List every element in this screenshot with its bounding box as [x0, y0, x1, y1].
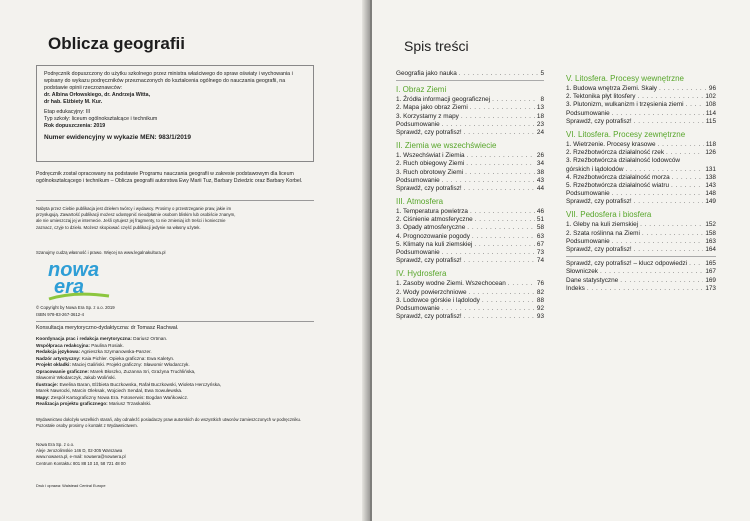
credit-line: Redakcja językowa: Agnieszka Szymanowska-Panzer. [36, 349, 152, 355]
toc-entry [566, 285, 716, 293]
education-stage: Etap edukacyjny: III [44, 109, 91, 115]
credit-role: Realizacja projektu graficznego: [36, 401, 108, 407]
toc-entry [566, 93, 716, 101]
toc-column-1 [396, 70, 544, 321]
reviewers-line-1: dr. Albina Orłowskiego, dr. Andrzeja Witta, [44, 92, 151, 98]
toc-entry-title: 3. Opady atmosferyczne [396, 224, 466, 232]
toc-leader-dots [472, 233, 535, 241]
toc-entry [396, 185, 544, 193]
toc-leader-dots [612, 238, 704, 246]
toc-page-number: 88 [536, 296, 544, 304]
publisher-address [36, 442, 316, 467]
toc-entry [566, 174, 716, 182]
toc-entry [396, 313, 544, 321]
toc-entry [396, 249, 544, 257]
toc-page-number: 23 [536, 120, 544, 128]
approval-year: Rok dopuszczenia: 2019 [44, 123, 106, 129]
toc-page-number: 148 [705, 190, 716, 198]
toc-entry [566, 230, 716, 238]
toc-leader-dots [620, 277, 703, 285]
toc-entry-title: 2. Szata roślinna na Ziemi [566, 229, 640, 237]
toc-page-number: 92 [536, 304, 544, 312]
book-title: Oblicza geografii [48, 34, 185, 53]
toc-entry [396, 152, 544, 160]
toc-entry-title: Sprawdź, czy potrafisz! [396, 257, 462, 265]
toc-leader-dots [689, 260, 703, 268]
toc-entry-title: Podsumowanie [396, 120, 440, 128]
toc-entry-title: 1. Gleby na kuli ziemskiej [566, 221, 639, 229]
toc-page-number: 73 [536, 249, 544, 256]
credits-block [36, 336, 318, 408]
credit-role: Nadzór artystyczny: [36, 355, 81, 361]
toc-page-number: 138 [705, 173, 716, 181]
toc-leader-dots [470, 104, 535, 112]
toc-section-heading: V. Litosfera. Procesy wewnętrzne [566, 74, 684, 83]
toc-entry [396, 96, 544, 104]
toc-entry-title: 1. Wietrzenie. Procesy krasowe [566, 140, 656, 148]
toc-leader-dots [638, 93, 704, 101]
toc-section-heading: IV. Hydrosfera [396, 269, 447, 279]
credit-line: Realizacja projektu graficznego: Mariusz Trzaskalski. [36, 401, 152, 407]
toc-entry [396, 297, 544, 305]
toc-page-number: 63 [536, 232, 544, 240]
toc-entry [396, 289, 544, 297]
toc-page-number: 8 [540, 96, 544, 104]
divider [36, 321, 314, 322]
toc-page-number: 114 [705, 109, 716, 117]
toc-leader-dots [600, 268, 703, 276]
copyright: © Copyright by Nowa Era Sp. z o.o. 2019 [36, 305, 115, 310]
toc-entry [566, 118, 716, 126]
toc-page-number: 46 [536, 208, 544, 216]
toc-section-heading: II. Ziemia we wszechświecie [396, 141, 497, 151]
toc-entry-title: Podsumowanie [396, 249, 440, 256]
toc-entry-title: Podsumowanie [566, 190, 610, 198]
toc-entry-title: 1. Temperatura powietrza [396, 208, 468, 216]
toc-entry [566, 238, 716, 246]
toc-section-heading: I. Obraz Ziemi [396, 85, 447, 95]
toc-page-number: 51 [536, 216, 544, 224]
toc-leader-dots [464, 129, 535, 137]
credit-line: Projekt okładki: Maciej Galiński. Projekt graficzny: Sławomir Włodarczyk. [36, 362, 190, 368]
toc-entry-title: 5. Rzeźbotwórcza działalność wiatru [566, 181, 670, 189]
toc-page-number: 44 [536, 184, 544, 192]
toc-entry [566, 166, 716, 174]
right-page [372, 0, 750, 521]
toc-entry-title: Słowniczek [566, 268, 598, 276]
toc-section-heading: III. Atmosfera [396, 197, 444, 207]
toc-entry [396, 233, 544, 241]
toc-entry-title: Sprawdź, czy potrafisz! [396, 313, 462, 321]
credit-line: Mapy: Zespół Kartograficzny Nowa Era. Fotoserwis: Bogdan Wańkowicz. [36, 394, 189, 400]
toc-entry [396, 169, 544, 177]
toc-entry-title: 1. Zasoby wodne Ziemi. Wszechocean [396, 280, 506, 288]
toc-leader-dots [466, 160, 535, 168]
toc-page-number: 38 [536, 168, 544, 176]
credit-line: Współpraca redakcyjna: Paulina Rosiak. [36, 342, 124, 348]
toc-leader-dots [642, 230, 703, 238]
toc-leader-dots [666, 149, 703, 157]
toc-entry [566, 101, 716, 109]
toc-page-number: 18 [536, 112, 544, 120]
toc-page-number: 167 [705, 268, 716, 276]
toc-entry-title: Sprawdź, czy potrafisz! [566, 198, 632, 206]
toc-entry-title: 3. Korzystamy z mapy [396, 112, 459, 120]
toc-leader-dots [634, 198, 704, 206]
approval-box [36, 65, 314, 162]
toc-entry-title: 2. Mapa jako obraz Ziemi [396, 104, 468, 112]
toc-page-number: 164 [705, 246, 716, 253]
toc-leader-dots [442, 249, 535, 257]
toc-entry [566, 268, 716, 276]
toc-entry [566, 277, 716, 285]
toc-leader-dots [626, 166, 704, 174]
toc-entry-title: górskich i lądolodów [566, 165, 624, 173]
toc-page-number: 118 [705, 140, 716, 148]
toc-page-number: 93 [536, 313, 544, 321]
toc-page-number: 34 [536, 160, 544, 168]
toc-leader-dots [474, 241, 535, 249]
toc-leader-dots [465, 169, 535, 177]
toc-entry-title: Sprawdź, czy potrafisz! [396, 184, 462, 192]
toc-page-number: 173 [705, 284, 716, 292]
toc-page-number: 163 [705, 237, 716, 245]
toc-entry [396, 216, 544, 224]
toc-entry [396, 208, 544, 216]
toc-entry [566, 198, 716, 206]
toc-leader-dots [464, 313, 535, 321]
credit-line: Marek Nawrocki, Marcin Oleksak, Wojciech Sendal, Ewa Sowulewska. [36, 388, 183, 394]
toc-entry [396, 113, 544, 121]
toc-page-number: 165 [705, 260, 716, 268]
logo-line-1: nowa [48, 259, 100, 281]
toc-leader-dots [659, 85, 707, 93]
credit-role: Koordynacja prac i redakcja merytoryczna: [36, 336, 132, 341]
toc-separator [396, 80, 544, 81]
toc-page-number: 102 [705, 93, 716, 101]
toc-page-number: 43 [536, 176, 544, 184]
toc-entry [396, 257, 544, 265]
toc-leader-dots [686, 101, 704, 109]
toc-column-2 [566, 70, 716, 293]
toc-entry-title: Sprawdź, czy potrafisz! – klucz odpowiedzi [566, 260, 688, 268]
toc-page-number: 5 [540, 70, 544, 77]
toc-entry-title: 1. Budowa wnętrza Ziemi. Skały [566, 85, 657, 92]
credit-line: Ilustracje: Ewelina Baran, Elżbieta Buczkowska, Rafał Buczkowski, Wioleta Herczyńska, [36, 381, 221, 387]
legal-culture-note: Szanujmy cudzą własność i prawo. Więcej na www.legalnakultura.pl [36, 250, 166, 255]
approval-text: Podręcznik dopuszczony do użytku szkolnego przez ministra właściwego do spraw oświaty i wychowania i wpisany do wykazu podręczników przeznaczonych do kształcenia ogólnego do nauczania geografii, na podstawie opinii rzeczoznawców: [44, 71, 293, 91]
toc-page-number: 82 [536, 288, 544, 296]
toc-page-number: 13 [536, 104, 544, 112]
toc-entry-title: Podsumowanie [396, 176, 440, 184]
toc-entry [396, 121, 544, 129]
toc-entry-title: Podsumowanie [566, 109, 610, 117]
address-line: Nowa Era Sp. z o.o. [36, 442, 75, 447]
nowa-era-logo [48, 259, 100, 298]
toc-page-number: 26 [536, 152, 544, 160]
program-note: Podręcznik został opracowany na podstawie Programu nauczania geografii w zakresie podstawowym dla liceum ogólnokształcącego i technikum – Oblicza geografii autorstwa Ewy Marii Tuz, Barbary Dziedzic oraz Barbary Korbel. [36, 171, 303, 184]
toc-entry [566, 246, 716, 254]
toc-leader-dots [442, 177, 535, 185]
toc-leader-dots [459, 70, 539, 78]
toc-entry [566, 110, 716, 118]
toc-section-heading: VI. Litosfera. Procesy zewnętrzne [566, 129, 686, 139]
toc-entry-title: 5. Klimaty na kuli ziemskiej [396, 240, 473, 248]
toc-entry [396, 70, 544, 78]
toc-leader-dots [464, 257, 535, 265]
toc-entry [396, 305, 544, 313]
toc-entry-title: 2. Ruch obiegowy Ziemi [396, 160, 465, 168]
toc-entry-title: Indeks [566, 284, 585, 292]
toc-leader-dots [469, 289, 535, 297]
toc-page-number: 158 [705, 229, 716, 237]
toc-leader-dots [612, 110, 704, 118]
toc-entry [396, 160, 544, 168]
toc-entry [396, 280, 544, 288]
toc-entry [566, 141, 716, 149]
credit-line: Nadzór artystyczny: Kaia Pichler. Opieka graficzna: Ewa Kaletyn. [36, 355, 175, 361]
toc-entry-title: 3. Lodowce górskie i lądolody [396, 296, 480, 304]
reviewers-line-2: dr hab. Elżbiety M. Kur. [44, 99, 103, 105]
toc-entry-title: 2. Wody powierzchniowe [396, 288, 467, 296]
toc-entry [396, 129, 544, 137]
toc-section-heading: VII. Pedosfera i biosfera [566, 210, 652, 220]
logo-swoosh-icon [48, 292, 110, 301]
toc-leader-dots [461, 113, 535, 121]
toc-entry-title: Sprawdź, czy potrafisz! [396, 128, 462, 136]
toc-separator [566, 256, 716, 257]
toc-leader-dots [658, 141, 704, 149]
legal-note: Nabyta przez Ciebie publikacja jest dziełem twórcy i wydawcy. Prosimy o przestrzeganie praw, jakie im przysługują. Zawartość publikacji możesz udostępnić nieodpłatnie osobom bliskim lub osobiście znanym, ale nie umieszczaj jej w internecie. Jeśli cytujesz jej fragmenty, to nie zmieniaj ich treści i koniecznie zaznacz, czyje to dzieło. Możesz skopiować część publikacji jedynie na własny użytek. [36, 206, 236, 230]
toc-entry-title: 2. Ciśnienie atmosferyczne [396, 216, 473, 224]
toc-leader-dots [467, 152, 535, 160]
toc-entry-title: 3. Ruch obrotowy Ziemi [396, 168, 464, 176]
toc-page-number: 58 [536, 224, 544, 232]
toc-leader-dots [671, 182, 703, 190]
toc-leader-dots [612, 190, 704, 198]
consultation: Konsultacja merytoryczno-dydaktyczna: dr Tomasz Rachwał. [36, 325, 179, 331]
toc-entry [396, 241, 544, 249]
toc-page-number: 108 [705, 101, 716, 109]
toc-entry [566, 85, 716, 93]
credit-line: Sławomir Włodarczyk, Jakub Woliński. [36, 375, 116, 381]
toc-entry [566, 149, 716, 157]
toc-leader-dots [492, 96, 538, 104]
toc-entry-title: 2. Rzeźbotwórcza działalność rzek [566, 149, 665, 157]
toc-page-number: 152 [705, 221, 716, 229]
toc-entry-title: Sprawdź, czy potrafisz! [566, 117, 632, 125]
toc-page-number: 131 [705, 165, 716, 173]
toc-leader-dots [464, 185, 535, 193]
toc-entry-title: 2. Tektonika płyt litosfery [566, 93, 636, 101]
toc-leader-dots [482, 297, 535, 305]
toc-page-number: 74 [536, 257, 544, 265]
toc-leader-dots [640, 221, 703, 229]
toc-page-number: 96 [708, 85, 716, 92]
toc-entry-title: 1. Źródła informacji geograficznej [396, 96, 491, 104]
address-line: Centrum Kontaktu: 801 88 10 10, 58 721 48 00 [36, 460, 126, 466]
evidence-number: Numer ewidencyjny w wykazie MEN: 983/1/2019 [44, 134, 192, 141]
toc-entry-line1: 3. Rzeźbotwórcza działalność lodowców [566, 157, 681, 165]
credit-role: Redakcja językowa: [36, 349, 81, 355]
credit-role: Opracowanie graficzne: [36, 368, 89, 374]
toc-entry [396, 224, 544, 232]
credit-role: Ilustracje: [36, 381, 59, 387]
address-line: Aleje Jerozolimskie 146 D, 02-305 Warszawa [36, 448, 123, 454]
toc-leader-dots [467, 224, 535, 232]
toc-leader-dots [442, 121, 535, 129]
credit-role: Współpraca redakcyjna: [36, 342, 90, 348]
toc-leader-dots [587, 285, 703, 293]
address-line: www.nowaera.pl, e-mail: nowaera@nowaera.pl [36, 454, 126, 460]
toc-entry [566, 182, 716, 190]
toc-leader-dots [672, 174, 704, 182]
toc-entry [396, 104, 544, 112]
toc-entry-title: Podsumowanie [566, 237, 610, 245]
credit-role: Projekt okładki: [36, 362, 71, 368]
toc-leader-dots [508, 280, 535, 288]
toc-entry-title: Geografia jako nauka [396, 70, 457, 77]
toc-page-number: 149 [705, 198, 716, 206]
divider [36, 200, 314, 201]
credit-line: Opracowanie graficzne: Marek Błoszko, Zuzanna Sri, Grażyna Truchlińska, [36, 368, 196, 374]
toc-entry-title: 4. Rzeźbotwórcza działalność morza [566, 173, 670, 181]
publisher-note: Wydawnictwo dołożyło wszelkich starań, aby odnaleźć posiadaczy praw autorskich do wszystkich utworów zamieszczonych w podręczniku. Pozostałe osoby prosimy o kontakt z Wydawnictwem. [36, 417, 302, 429]
toc-page-number: 76 [536, 280, 544, 288]
toc-leader-dots [475, 216, 535, 224]
toc-entry [566, 221, 716, 229]
school-type: Typ szkoły: liceum ogólnokształcące i technikum [44, 116, 158, 122]
toc-page-number: 115 [705, 117, 716, 125]
toc-entry [396, 177, 544, 185]
toc-leader-dots [442, 305, 535, 313]
isbn: ISBN 978-83-267-3612-4 [36, 312, 85, 317]
credit-role: Mapy: [36, 394, 50, 400]
toc-entry-title: 4. Prognozowanie pogody [396, 232, 470, 240]
toc-entry-title: 3. Plutonizm, wulkanizm i trzęsienia ziemi [566, 101, 684, 109]
credit-line: Koordynacja prac i redakcja merytoryczna: Dariusz Ortman. [36, 336, 168, 341]
toc-page-number: 143 [705, 181, 716, 189]
toc-entry-title: Podsumowanie [396, 304, 440, 312]
toc-entry-title: 1. Wszechświat i Ziemia [396, 152, 465, 160]
toc-page-number: 169 [705, 276, 716, 284]
toc-entry [566, 260, 716, 268]
toc-page-number: 67 [536, 240, 544, 248]
toc-entry-title: Dane statystyczne [566, 276, 619, 284]
toc-page-number: 24 [536, 128, 544, 136]
toc-leader-dots [634, 118, 704, 126]
toc-title: Spis treści [404, 38, 469, 54]
toc-entry-title: Sprawdź, czy potrafisz! [566, 246, 632, 253]
left-page [0, 0, 368, 521]
toc-entry [566, 190, 716, 198]
toc-leader-dots [634, 246, 704, 254]
print-info: Druk i oprawa: Walstead Central Europe [36, 483, 106, 488]
toc-page-number: 126 [705, 149, 716, 157]
logo-line-2: era [54, 276, 85, 298]
toc-leader-dots [470, 208, 535, 216]
